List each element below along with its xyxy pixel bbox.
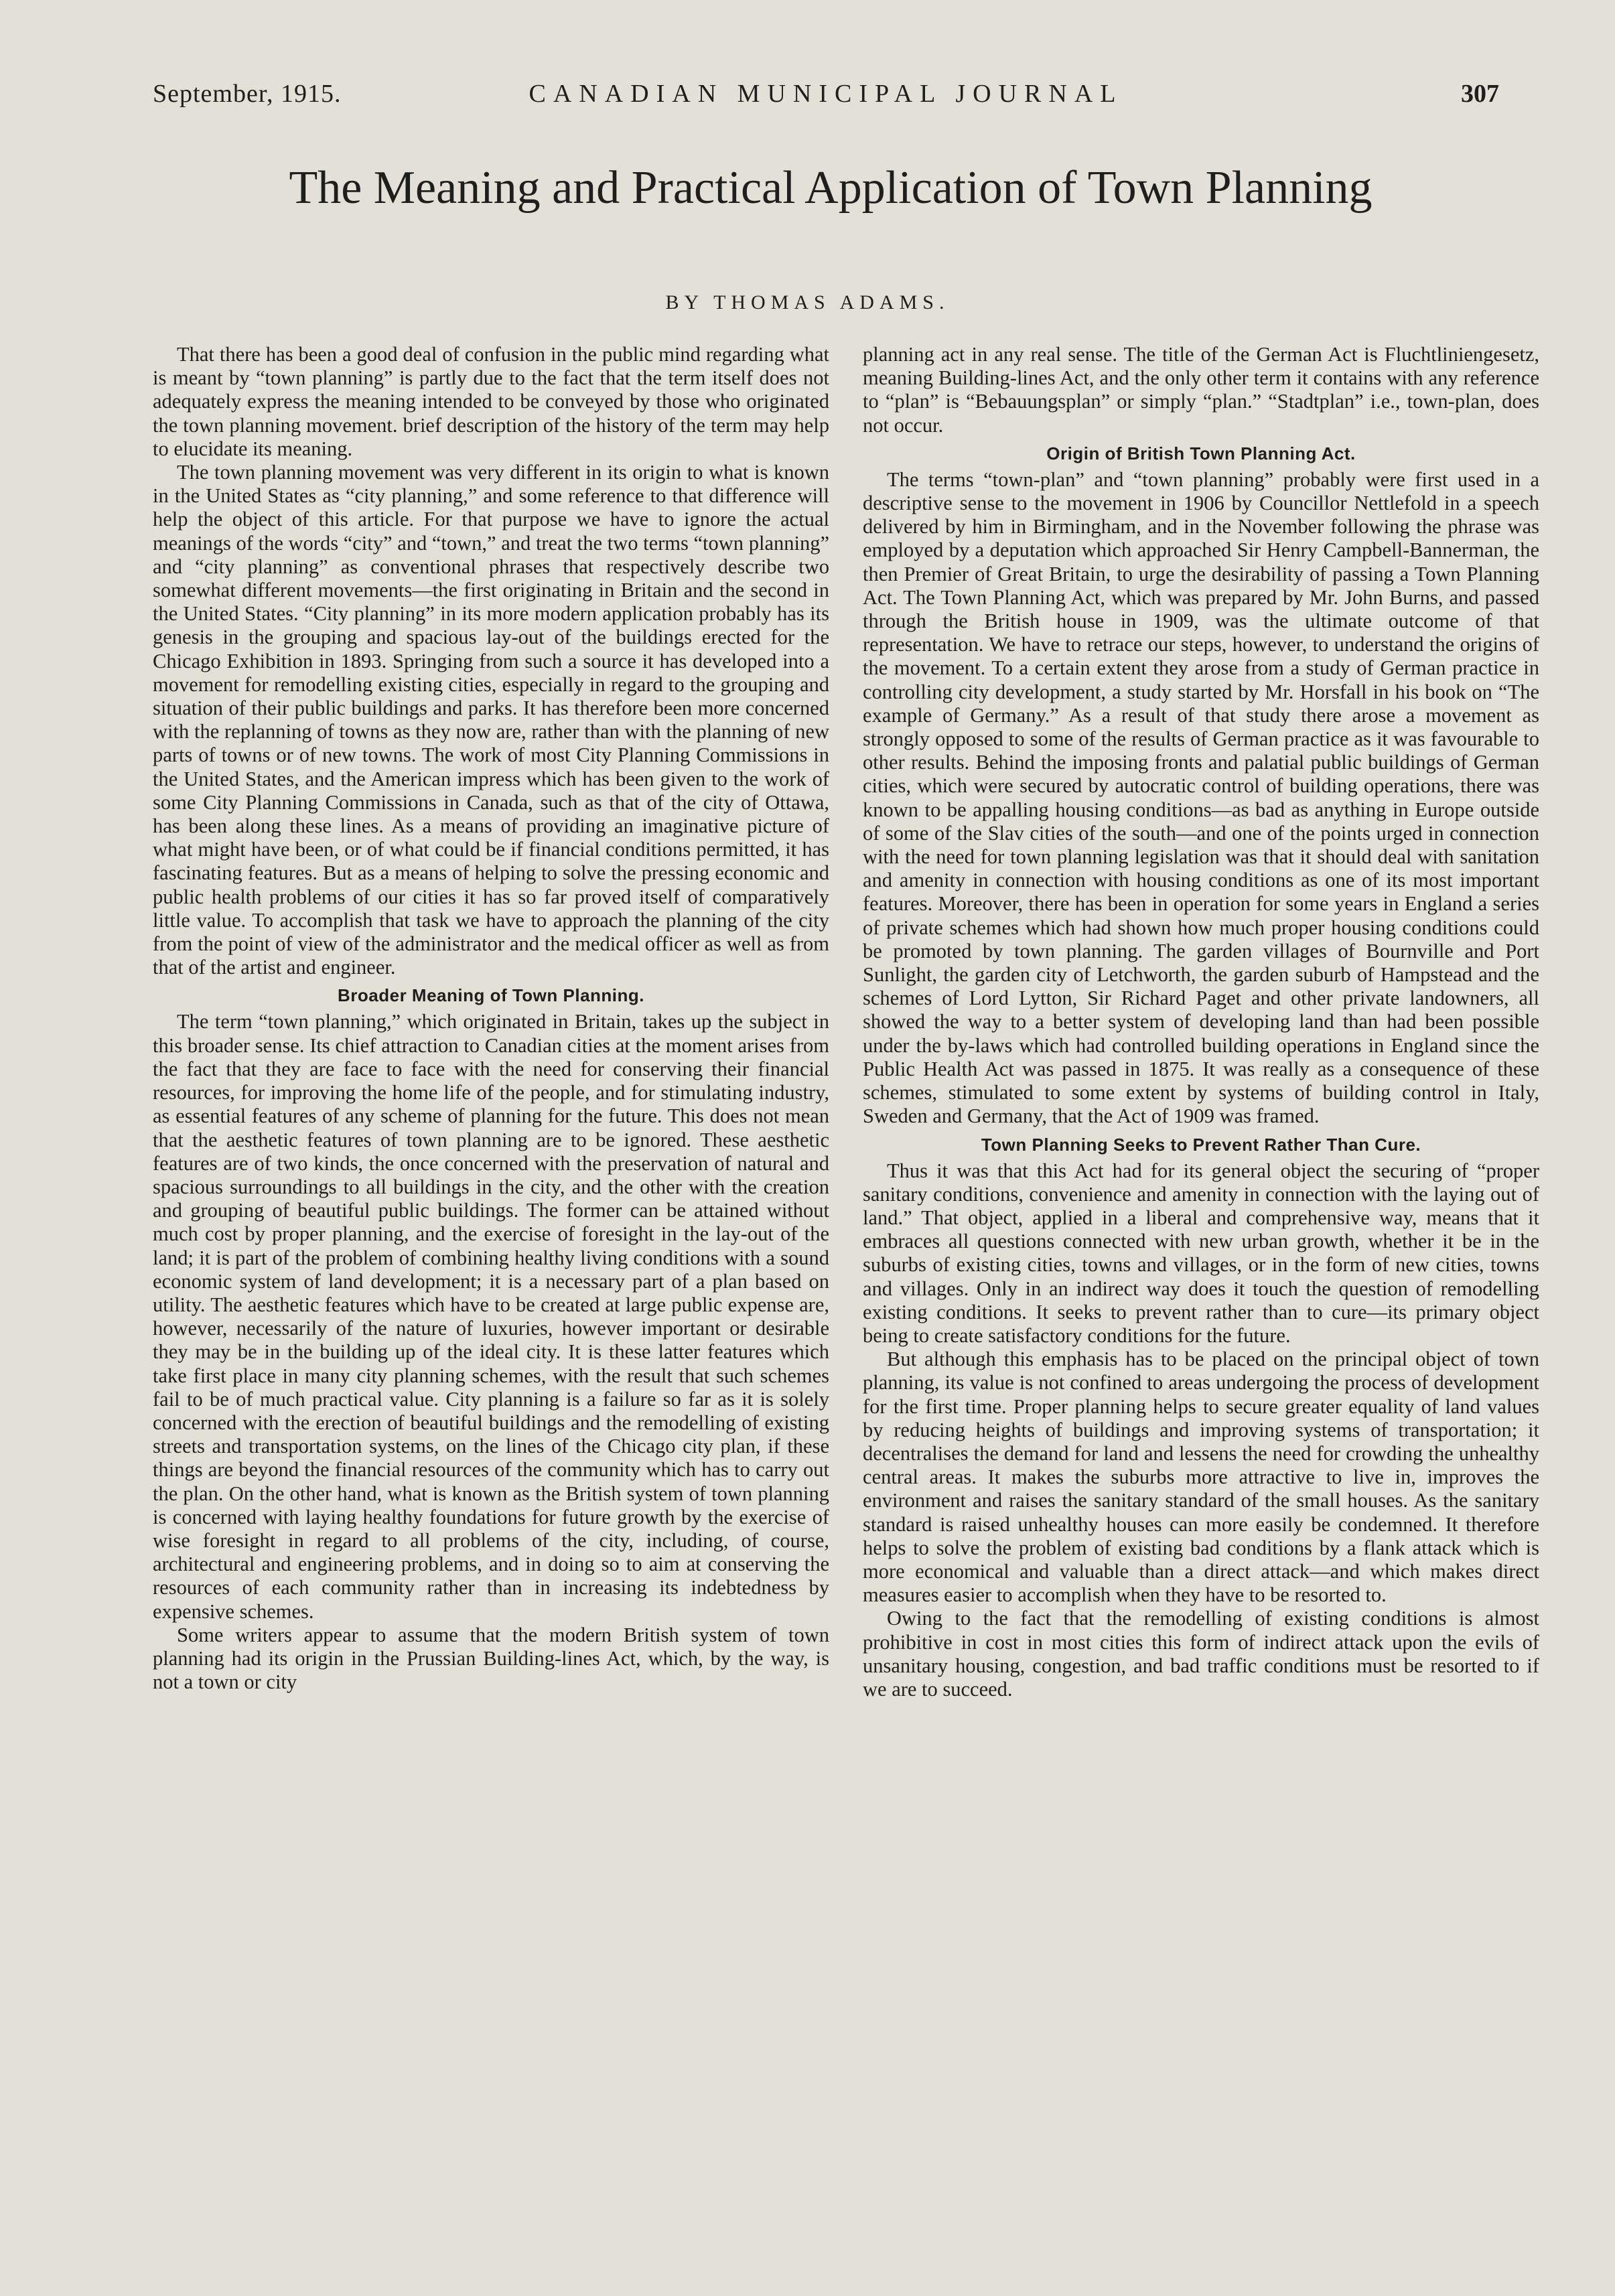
left-column [153, 343, 829, 1694]
running-header [153, 79, 1499, 119]
section-heading: Broader Meaning of Town Planning. [337, 985, 645, 1006]
article-title: The Meaning and Practical Application of Town Planning [289, 162, 1373, 214]
section-heading: Town Planning Seeks to Prevent Rather Than Cure. [981, 1134, 1421, 1155]
paragraph: But although this emphasis has to be placed on the principal object of town planning, its value is not confined to areas undergoing the process of development for the first time. Proper planning helps to secure greater equality of land values by reducing heights of buildings and improving systems of transportation; it decentralises the demand for land and lessens the need for crowding the unhealthy central areas. It makes the suburbs more attractive to live in, improves the environment and raises the sanitary standard of the small houses. As the sanitary standard is raised unhealthy houses can more easily be condemned. It therefore helps to solve the problem of existing bad conditions by a flank attack which is more economical and valuable than a direct attack—and which makes direct measures easier to accomplish when they have to be resorted to. [863, 1348, 1539, 1607]
paragraph: The terms “town-plan” and “town planning” probably were first used in a descriptive sense to the movement in 1906 by Councillor Nettlefold in a speech delivered by him in Birmingham, and in the November following the phrase was employed by a deputation which approached Sir Henry Campbell-Bannerman, the then Premier of Great Britain, to urge the desirability of passing a Town Planning Act. The Town Planning Act, which was prepared by Mr. John Burns, and passed through the British house in 1909, was the ultimate outcome of that representation. We have to retrace our steps, however, to understand the origins of the movement. To a certain extent they arose from a study of German practice in controlling city development, a study started by Mr. Horsfall in his book on “The example of Germany.” As a result of that study there arose a movement as strongly opposed to some of the results of German practice as it was favourable to other results. Behind the imposing fronts and palatial public buildings of German cities, which were secured by autocratic control of building operations, there was known to be appalling housing conditions—as bad as anything in Europe outside of some of the Slav cities of the south—and one of the points urged in connection with the need for town planning legislation was that it should deal with sanitation and amenity in connection with housing conditions as one of its most important features. Moreover, there has been in operation for some years in England a series of private schemes which had shown how much proper housing conditions could be promoted by town planning. The garden villages of Bournville and Port Sunlight, the garden city of Letchworth, the garden suburb of Hampstead and the schemes of Lord Lytton, Sir Richard Paget and other private landowners, all showed the way to a better system of developing land than had been possible under the by-laws which had controlled building operations in England since the Public Health Act was passed in 1875. It was really as a consequence of these schemes, stimulated to some extent by systems of building control in Italy, Sweden and Germany, that the Act of 1909 was framed. [863, 468, 1539, 1128]
issue-date: September, 1915. [153, 80, 342, 108]
journal-name: CANADIAN MUNICIPAL JOURNAL [529, 80, 1123, 108]
section-heading: Origin of British Town Planning Act. [1046, 443, 1356, 463]
article-byline: BY THOMAS ADAMS. [665, 291, 950, 313]
paragraph: Some writers appear to assume that the modern British system of town planning had its origin in the Prussian Building-lines Act, which, by the way, is not a town or city [153, 1623, 829, 1694]
paragraph: The term “town planning,” which originated in Britain, takes up the subject in this broader sense. Its chief attraction to Canadian cities at the moment arises from the fact that they are face to face with the need for conserving their financial resources, for improving the home life of the people, and for stimulating industry, as essential features of any scheme of planning for the future. This does not mean that the aesthetic features of town planning are to be ignored. These aesthetic features are of two kinds, the once concerned with the preservation of natural and spacious surroundings to all buildings in the city, and the other with the creation and grouping of beautiful public buildings. The former can be attained without much cost by proper planning, and the exercise of foresight in the lay-out of the land; it is part of the problem of combining healthy living conditions with a sound economic system of land development; it is a necessary part of a plan based on utility. The aesthetic features which have to be created at large public expense are, however, necessarily of the nature of luxuries, however important or desirable they may be in the building up of the ideal city. It is these latter features which take first place in many city planning schemes, with the result that such schemes fail to be of much practical value. City planning is a failure so far as it is solely concerned with the erection of beautiful buildings and the remodelling of existing streets and transportation systems, on the lines of the Chicago city plan, if these things are beyond the financial resources of the community which has to carry out the plan. On the other hand, what is known as the British system of town planning is concerned with laying healthy foundations for future growth by the exercise of wise foresight in regard to all problems of the city, including, of course, architectural and engineering problems, and in doing so to aim at conserving the resources of each community rather than in increasing its indebtedness by expensive schemes. [153, 1010, 829, 1623]
paragraph: Owing to the fact that the remodelling of existing conditions is almost prohibitive in cost in most cities this form of indirect attack upon the evils of unsanitary housing, congestion, and bad traffic conditions must be resorted to if we are to succeed. [863, 1607, 1539, 1701]
right-column [863, 343, 1539, 1701]
paragraph: That there has been a good deal of confusion in the public mind regarding what is meant by “town planning” is partly due to the fact that the term itself does not adequately express the meaning intended to be conveyed by those who originated the town planning movement. brief description of the history of the term may help to elucidate its meaning. [153, 343, 829, 460]
paragraph: The town planning movement was very different in its origin to what is known in the United States as “city planning,” and some reference to that difference will help the object of this article. For that purpose we have to ignore the actual meanings of the words “city” and “town,” and treat the two terms “town planning” and “city planning” as conventional phrases that respectively describe two somewhat different movements—the first originating in Britain and the second in the United States. “City planning” in its more modern application probably has its genesis in the grouping and spacious lay-out of the buildings erected for the Chicago Exhibition in 1893. Springing from such a source it has developed into a movement for remodelling existing cities, especially in regard to the grouping and situation of their public buildings and parks. It has therefore been more concerned with the replanning of towns as they now are, rather than with the planning of new parts of towns or of new towns. The work of most City Planning Commissions in the United States, and the American impress which has been given to the work of some City Planning Commissions in Canada, such as that of the city of Ottawa, has been along these lines. As a means of providing an imaginative picture of what might have been, or of what could be if financial conditions permitted, it has fascinating features. But as a means of helping to solve the pressing economic and public health problems of our cities it has so far proved itself of comparatively little value. To accomplish that task we have to approach the planning of the city from the point of view of the administrator and the medical officer as well as from that of the artist and engineer. [153, 461, 829, 979]
paragraph: Thus it was that this Act had for its general object the securing of “proper sanitary conditions, convenience and amenity in connection with the laying out of land.” That object, applied in a liberal and comprehensive way, means that it embraces all questions connected with new urban growth, whether it be in the suburbs of existing cities, towns and villages, or in the form of new cities, towns and villages. Only in an indirect way does it touch the question of remodelling existing conditions. It seeks to prevent rather than to cure—its primary object being to create satisfactory conditions for the future. [863, 1159, 1539, 1347]
paragraph: planning act in any real sense. The title of the German Act is Fluchtliniengesetz, meaning Building-lines Act, and the only other term it contains with any reference to “plan” is “Bebauungsplan” or simply “plan.” “Stadtplan” i.e., town-plan, does not occur. [863, 343, 1539, 437]
page-number: 307 [1461, 80, 1499, 108]
